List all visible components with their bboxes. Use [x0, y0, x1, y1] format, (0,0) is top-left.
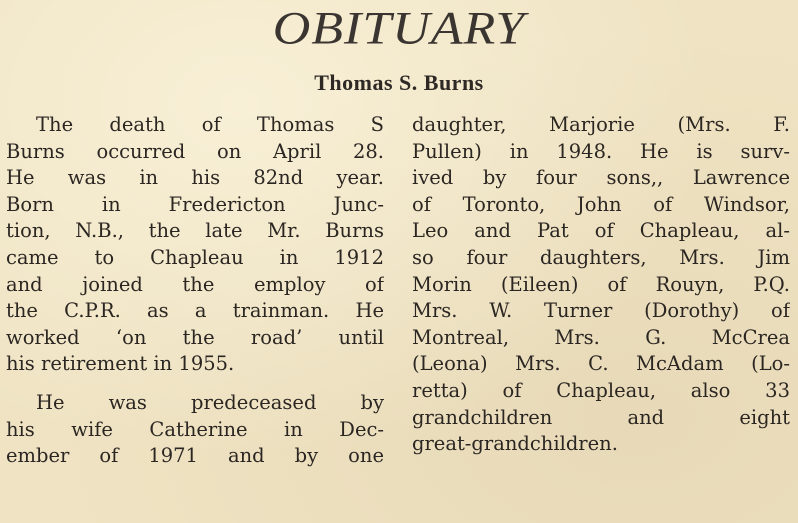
text-line: his wife Catherine in Dec-	[6, 417, 384, 441]
right-column	[412, 112, 790, 458]
text-line: He was predeceased by	[36, 390, 384, 414]
obituary-byline: Thomas S. Burns	[314, 70, 484, 95]
text-line: (Leona) Mrs. C. McAdam (Lo-	[412, 352, 790, 376]
text-line: He was in his 82nd year.	[6, 166, 384, 190]
text-line: Montreal, Mrs. G. McCrea	[412, 325, 790, 349]
text-line: came to Chapleau in 1912	[6, 245, 384, 269]
text-line: Burns occurred on April 28.	[6, 139, 384, 163]
text-line: the C.P.R. as a trainman. He	[6, 299, 384, 323]
text-line: his retirement in 1955.	[6, 352, 235, 376]
text-line: grandchildren and eight	[412, 405, 790, 429]
text-line: The death of Thomas S	[36, 113, 384, 136]
obituary-heading: OBITUARY	[272, 3, 526, 55]
text-line: Born in Fredericton Junc-	[6, 192, 384, 216]
text-line: ember of 1971 and by one	[6, 444, 384, 468]
text-line: retta) of Chapleau, also 33	[412, 378, 790, 402]
text-line: of Toronto, John of Windsor,	[412, 192, 790, 216]
left-column	[6, 112, 384, 470]
paragraph-gap	[6, 378, 384, 390]
text-line: and joined the employ of	[6, 272, 384, 296]
text-line: worked ‘on the road’ until	[6, 325, 384, 349]
text-line: daughter, Marjorie (Mrs. F.	[412, 113, 790, 136]
text-line: Mrs. W. Turner (Dorothy) of	[412, 299, 790, 323]
text-line: Morin (Eileen) of Rouyn, P.Q.	[412, 272, 790, 296]
text-line: tion, N.B., the late Mr. Burns	[6, 219, 384, 243]
text-line: Pullen) in 1948. He is surv-	[412, 139, 790, 163]
text-line: great-grandchildren.	[412, 432, 618, 456]
text-line: so four daughters, Mrs. Jim	[412, 245, 790, 269]
text-line: ived by four sons,, Lawrence	[412, 166, 790, 190]
text-line: Leo and Pat of Chapleau, al-	[412, 219, 790, 243]
